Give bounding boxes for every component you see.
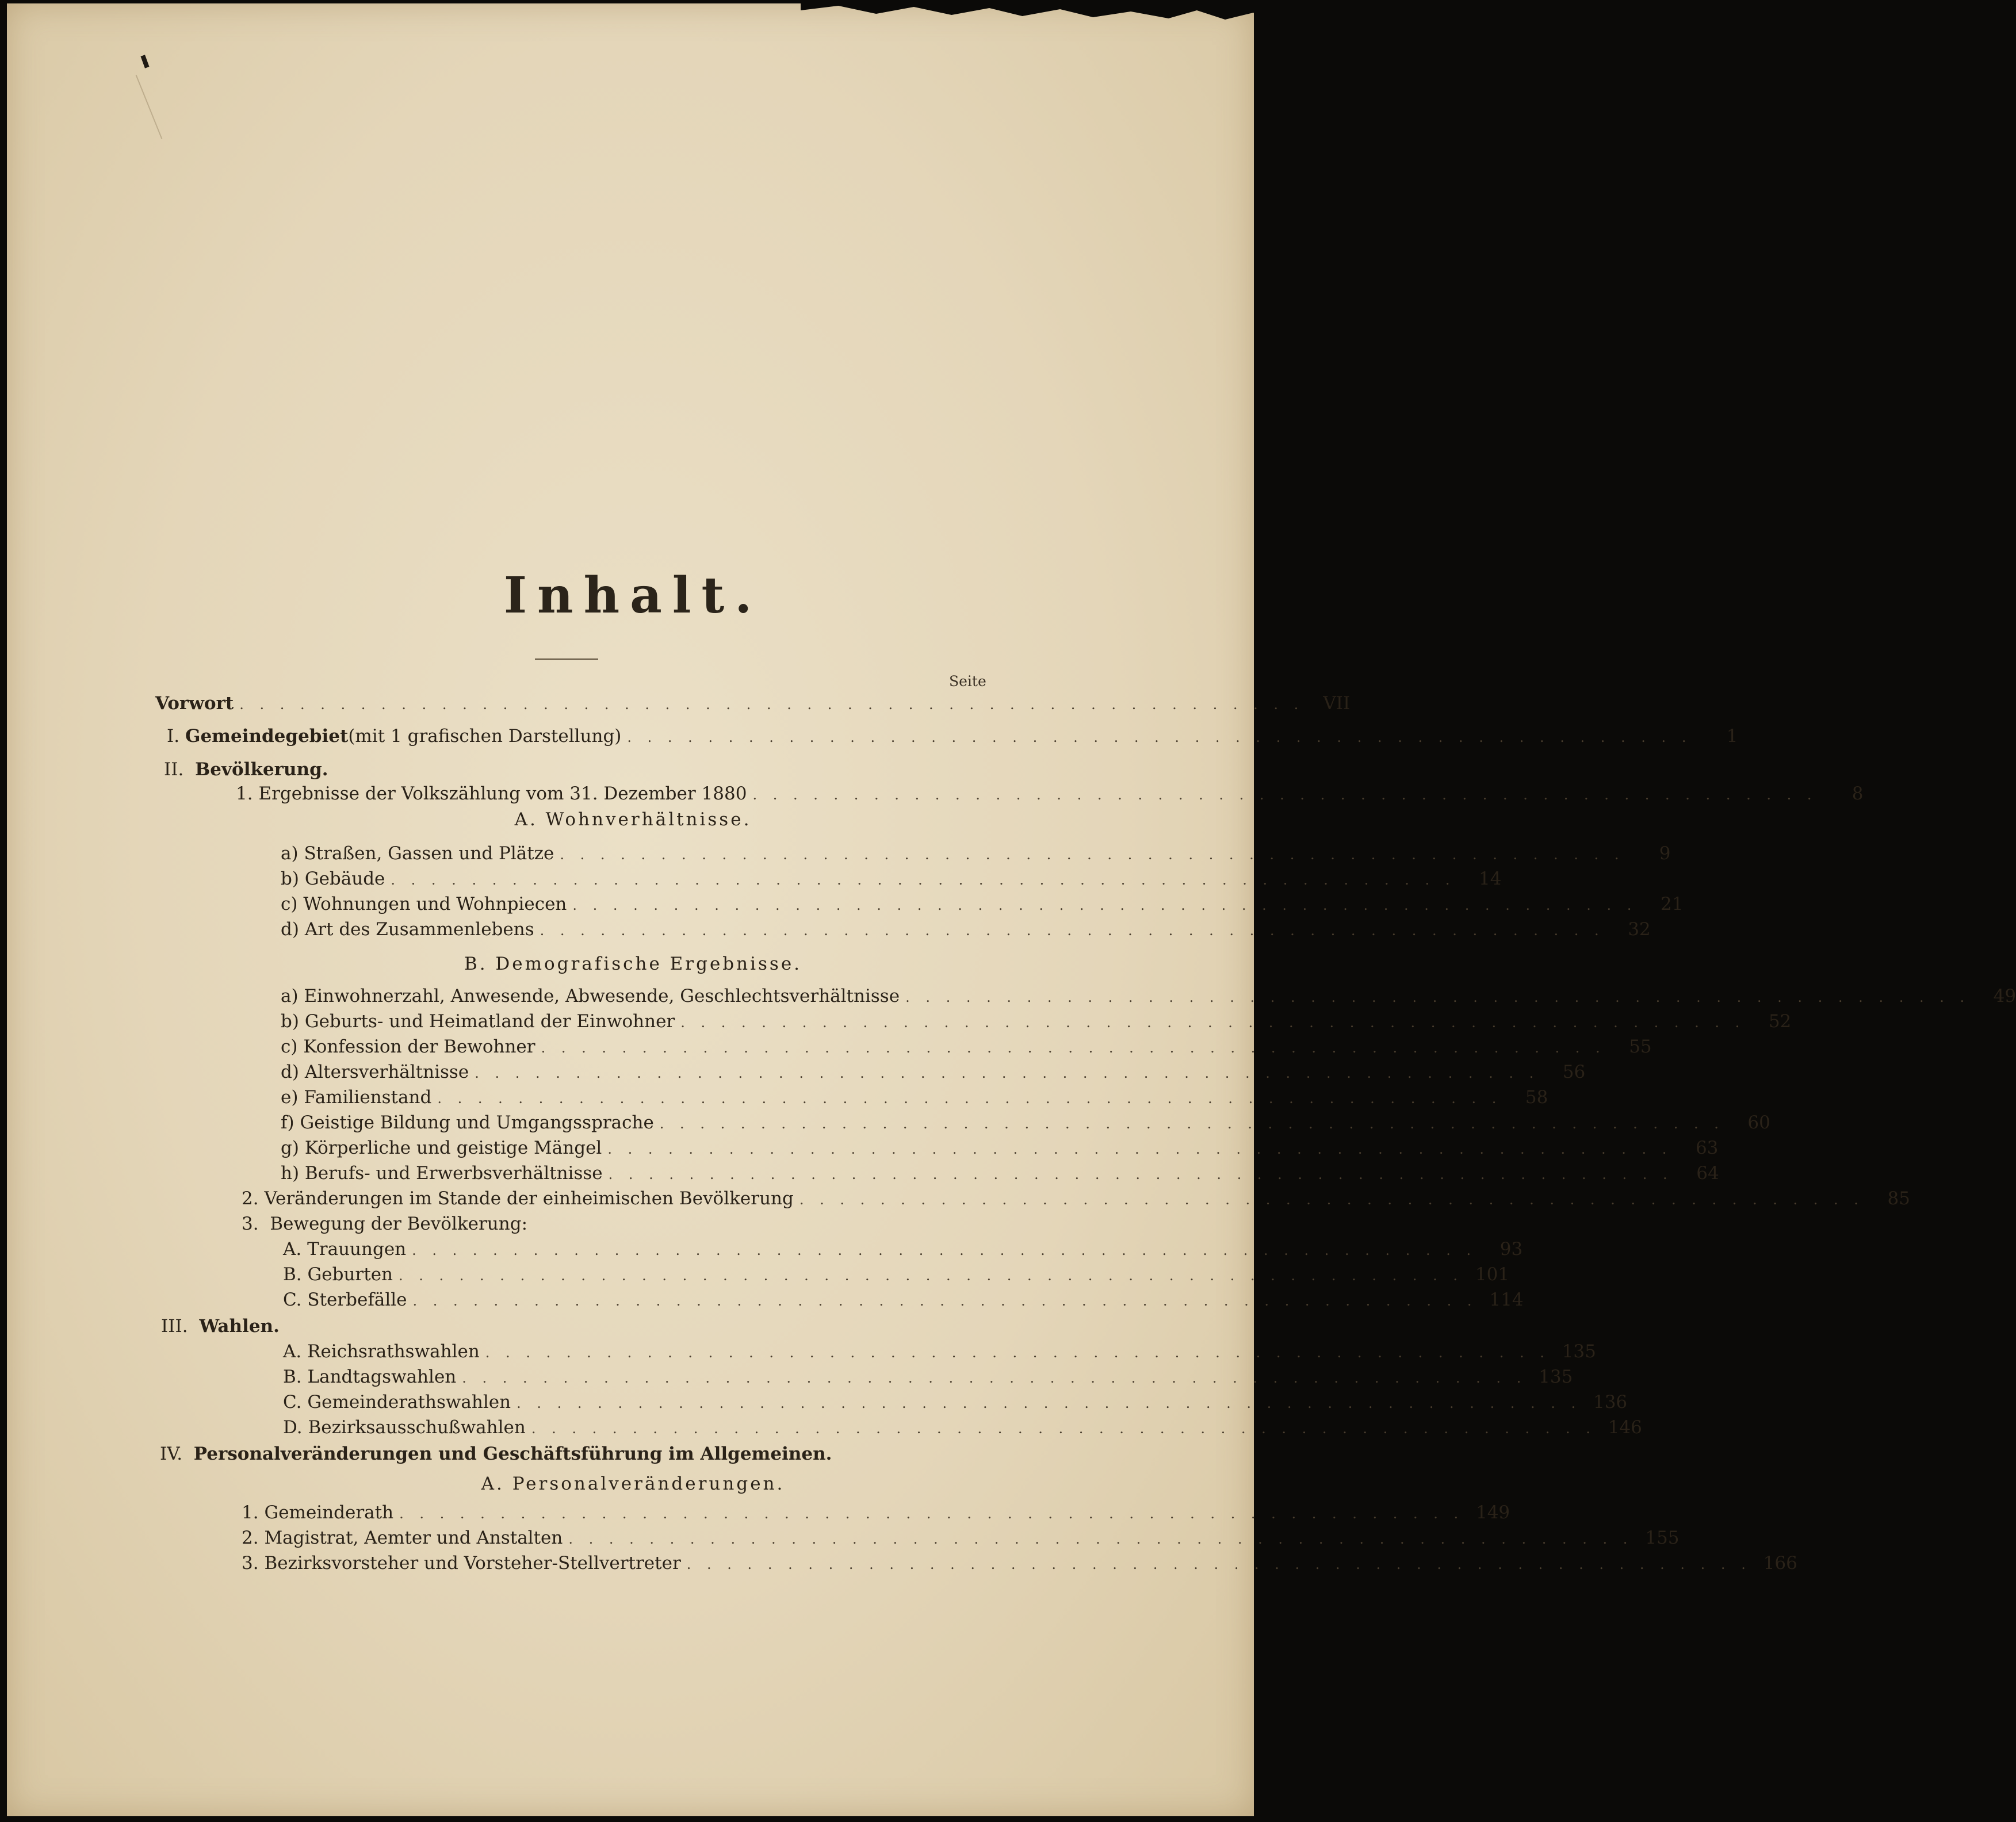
toc-number: A. <box>283 1239 302 1260</box>
toc-section-personalveraenderungen <box>160 1442 832 1465</box>
toc-label: Veränderungen im Stande der einheimischen Bevölkerung <box>264 1188 794 1209</box>
toc-page: 8 <box>1851 783 1864 804</box>
toc-label: Geburten <box>307 1264 393 1285</box>
toc-page: VII <box>1323 693 1351 714</box>
toc-number: II. <box>164 759 184 780</box>
dot-leader: . . . . . . . . . . . . . . . . . . . . . . . . . . . . . . . . . . . . . . . . . . . . . . . . . . . . . <box>540 923 1605 939</box>
toc-entry-magistrat <box>242 1526 1680 1551</box>
toc-label: Bezirksvorsteher und Vorsteher-Stellvertreter <box>264 1553 681 1574</box>
toc-number: I. <box>167 726 180 747</box>
toc-page: 135 <box>1539 1366 1573 1387</box>
toc-page: 149 <box>1475 1502 1510 1523</box>
toc-number: C. <box>283 1392 302 1413</box>
dot-leader: . . . . . . . . . . . . . . . . . . . . . . . . . . . . . . . . . . . . . . . . . . . . . . . . . . . . . <box>799 1192 1864 1208</box>
toc-label: Geistige Bildung und Umgangssprache <box>300 1112 654 1133</box>
toc-page: 55 <box>1629 1036 1652 1057</box>
toc-label: Wohnungen und Wohnpiecen <box>303 894 567 914</box>
toc-section-bevoelkerung <box>164 758 328 781</box>
toc-label: Altersverhältnisse <box>304 1062 469 1082</box>
toc-label: Familienstand <box>304 1087 432 1108</box>
toc-number: 1. <box>242 1502 259 1523</box>
toc-page: 85 <box>1887 1188 1910 1209</box>
toc-number: b) <box>281 1011 299 1032</box>
dot-leader: . . . . . . . . . . . . . . . . . . . . . . . . . . . . . . . . . . . . . . . . . . . . . . . . . . . . . <box>572 897 1638 913</box>
toc-page: 135 <box>1562 1341 1596 1362</box>
toc-label: Vorwort <box>155 693 234 714</box>
toc-label: Bezirksausschußwahlen <box>308 1417 526 1438</box>
toc-label: Einwohnerzahl, Anwesende, Abwesende, Geschlechtsverhältnisse <box>304 986 900 1006</box>
toc-number: f) <box>281 1112 294 1133</box>
toc-number: IV. <box>160 1444 183 1464</box>
toc-page: 63 <box>1695 1138 1719 1158</box>
paper-crease <box>136 75 163 139</box>
toc-entry-volkszaehlung <box>236 782 1864 806</box>
toc-page: 93 <box>1499 1239 1523 1260</box>
toc-label: Gemeindegebiet <box>185 726 349 747</box>
dot-leader: . . . . . . . . . . . . . . . . . . . . . . . . . . . . . . . . . . . . . . . . . . . . . . . . . . . . . <box>485 1345 1550 1361</box>
toc-entry-gebaeude <box>281 867 1502 891</box>
page-title: Inhalt. <box>503 566 763 625</box>
toc-number: B. <box>283 1366 302 1387</box>
toc-number: b) <box>281 868 299 889</box>
toc-number: a) <box>281 843 299 864</box>
toc-label: Gemeinderathswahlen <box>307 1392 511 1413</box>
toc-number: 2. <box>242 1188 259 1209</box>
toc-entry-bewegung <box>242 1212 527 1235</box>
dot-leader: . . . . . . . . . . . . . . . . . . . . . . . . . . . . . . . . . . . . . . . . . . . . . . . . . . . . . <box>391 872 1456 888</box>
toc-number: c) <box>281 894 298 914</box>
toc-number: a) <box>281 986 299 1006</box>
toc-page: 101 <box>1475 1264 1510 1285</box>
toc-subheading-personalveraenderungen: A. Personalveränderungen. <box>481 1473 785 1494</box>
dot-leader: . . . . . . . . . . . . . . . . . . . . . . . . . . . . . . . . . . . . . . . . . . . . . . . . . . . . . <box>541 1040 1606 1056</box>
toc-entry-konfession <box>281 1035 1652 1059</box>
seite-column-label: Seite <box>949 673 986 690</box>
toc-entry-reichsrathswahlen <box>283 1340 1596 1364</box>
dot-leader: . . . . . . . . . . . . . . . . . . . . . . . . . . . . . . . . . . . . . . . . . . . . . . . . . . . . . <box>399 1506 1464 1522</box>
toc-entry-bezirksvorsteher <box>242 1552 1797 1576</box>
dot-leader: . . . . . . . . . . . . . . . . . . . . . . . . . . . . . . . . . . . . . . . . . . . . . . . . . . . . . <box>531 1421 1596 1437</box>
toc-number: e) <box>281 1087 299 1108</box>
toc-entry-familienstand <box>281 1086 1548 1110</box>
dot-leader: . . . . . . . . . . . . . . . . . . . . . . . . . . . . . . . . . . . . . . . . . . . . . . . . . . . . . <box>560 847 1625 863</box>
dot-leader: . . . . . . . . . . . . . . . . . . . . . . . . . . . . . . . . . . . . . . . . . . . . . . . . . . . . . <box>437 1090 1502 1107</box>
toc-label: Magistrat, Aemter und Anstalten <box>264 1528 563 1548</box>
toc-page: 1 <box>1726 726 1738 747</box>
toc-entry-landtagswahlen <box>283 1365 1573 1390</box>
toc-page: 155 <box>1645 1528 1680 1548</box>
toc-number: d) <box>281 919 299 940</box>
toc-entry-einwohnerzahl <box>281 985 2016 1009</box>
toc-page: 14 <box>1479 868 1502 889</box>
dot-leader: . . . . . . . . . . . . . . . . . . . . . . . . . . . . . . . . . . . . . . . . . . . . . . . . . . . . . <box>680 1015 1746 1031</box>
toc-label: Bewegung der Bevölkerung: <box>270 1214 528 1234</box>
dot-leader: . . . . . . . . . . . . . . . . . . . . . . . . . . . . . . . . . . . . . . . . . . . . . . . . . . . . . <box>627 729 1692 745</box>
dot-leader: . . . . . . . . . . . . . . . . . . . . . . . . . . . . . . . . . . . . . . . . . . . . . . . . . . . . . <box>659 1116 1724 1132</box>
toc-label: Landtagswahlen <box>307 1366 457 1387</box>
toc-label: Geburts- und Heimatland der Einwohner <box>304 1011 675 1032</box>
dot-leader: . . . . . . . . . . . . . . . . . . . . . . . . . . . . . . . . . . . . . . . . . . . . . . . . . . . . . <box>412 1293 1478 1309</box>
toc-label-suffix: (mit 1 grafischen Darstellung) <box>348 726 622 747</box>
toc-label: Art des Zusammenlebens <box>304 919 534 940</box>
toc-entry-bezirksausschusswahlen <box>283 1416 1642 1440</box>
toc-entry-berufsverhaeltnisse <box>281 1162 1719 1186</box>
toc-entry-maengel <box>281 1136 1719 1161</box>
dot-leader: . . . . . . . . . . . . . . . . . . . . . . . . . . . . . . . . . . . . . . . . . . . . . . . . . . . . . <box>608 1166 1673 1182</box>
toc-entry-wohnungen <box>281 893 1684 917</box>
toc-number: c) <box>281 1036 298 1057</box>
toc-number: III. <box>161 1316 188 1337</box>
toc-label: Wahlen. <box>199 1316 280 1337</box>
dot-leader: . . . . . . . . . . . . . . . . . . . . . . . . . . . . . . . . . . . . . . . . . . . . . . . . . . . . . <box>607 1141 1673 1157</box>
toc-entry-strassen <box>281 842 1671 866</box>
toc-page: 114 <box>1489 1289 1524 1310</box>
toc-entry-altersverhaeltnisse <box>281 1061 1586 1085</box>
toc-number: 3. <box>242 1214 259 1234</box>
dot-leader: . . . . . . . . . . . . . . . . . . . . . . . . . . . . . . . . . . . . . . . . . . . . . . . . . . . . . <box>686 1556 1751 1572</box>
toc-number: B. <box>283 1264 302 1285</box>
toc-label: Ergebnisse der Volkszählung vom 31. Dezember 1880 <box>258 783 747 804</box>
toc-number: 3. <box>242 1553 259 1574</box>
toc-entry-gemeindegebiet <box>167 725 1738 749</box>
toc-page: 56 <box>1562 1062 1586 1082</box>
dot-leader: . . . . . . . . . . . . . . . . . . . . . . . . . . . . . . . . . . . . . . . . . . . . . . . . . . . . . <box>475 1065 1540 1081</box>
toc-number: 2. <box>242 1528 259 1548</box>
dot-leader: . . . . . . . . . . . . . . . . . . . . . . . . . . . . . . . . . . . . . . . . . . . . . . . . . . . . . <box>239 696 1305 713</box>
toc-page: 9 <box>1659 843 1671 864</box>
toc-number: D. <box>283 1417 303 1438</box>
toc-label: Körperliche und geistige Mängel <box>304 1138 602 1158</box>
toc-entry-geburtsland <box>281 1010 1792 1034</box>
dot-leader: . . . . . . . . . . . . . . . . . . . . . . . . . . . . . . . . . . . . . . . . . . . . . . . . . . . . . <box>462 1370 1527 1386</box>
toc-page: 52 <box>1768 1011 1792 1032</box>
toc-number: C. <box>283 1289 302 1310</box>
dot-leader: . . . . . . . . . . . . . . . . . . . . . . . . . . . . . . . . . . . . . . . . . . . . . . . . . . . . . <box>568 1531 1634 1547</box>
toc-page: 32 <box>1628 919 1651 940</box>
toc-subheading-demografische: B. Demografische Ergebnisse. <box>464 954 802 974</box>
toc-label: Straßen, Gassen und Plätze <box>304 843 554 864</box>
toc-label: Konfession der Bewohner <box>303 1036 535 1057</box>
toc-page: 60 <box>1747 1112 1770 1133</box>
toc-entry-geburten <box>283 1263 1510 1287</box>
toc-entry-trauungen <box>283 1238 1523 1262</box>
toc-number: d) <box>281 1062 299 1082</box>
title-rule <box>535 659 598 660</box>
toc-label: Berufs- und Erwerbsverhältnisse <box>304 1163 603 1184</box>
toc-page: 136 <box>1593 1392 1628 1413</box>
toc-label: Sterbefälle <box>307 1289 407 1310</box>
toc-entry-veraenderungen <box>242 1187 1910 1211</box>
toc-entry-zusammenleben <box>281 918 1651 942</box>
toc-page: 146 <box>1608 1417 1642 1438</box>
dot-leader: . . . . . . . . . . . . . . . . . . . . . . . . . . . . . . . . . . . . . . . . . . . . . . . . . . . . . <box>752 787 1818 803</box>
toc-page: 166 <box>1763 1553 1797 1574</box>
toc-label: Reichsrathswahlen <box>307 1341 480 1362</box>
toc-entry-gemeinderathswahlen <box>283 1391 1628 1415</box>
toc-entry-vorwort <box>155 692 1351 716</box>
toc-number: A. <box>283 1341 302 1362</box>
toc-label: Trauungen <box>307 1239 407 1260</box>
torn-edge <box>801 3 1272 26</box>
toc-entry-gemeinderath <box>242 1501 1510 1525</box>
toc-entry-bildung <box>281 1111 1770 1135</box>
toc-page: 21 <box>1660 894 1684 914</box>
toc-number: g) <box>281 1138 299 1158</box>
toc-label: Gemeinderath <box>264 1502 394 1523</box>
dot-leader: . . . . . . . . . . . . . . . . . . . . . . . . . . . . . . . . . . . . . . . . . . . . . . . . . . . . . <box>517 1395 1582 1411</box>
toc-label: Personalveränderungen und Geschäftsführung im Allgemeinen. <box>193 1444 832 1464</box>
dot-leader: . . . . . . . . . . . . . . . . . . . . . . . . . . . . . . . . . . . . . . . . . . . . . . . . . . . . . <box>399 1268 1464 1284</box>
toc-page: 64 <box>1696 1163 1719 1184</box>
toc-label: Bevölkerung. <box>195 759 328 780</box>
toc-subheading-wohnverhaeltnisse: A. Wohnverhältnisse. <box>514 809 752 830</box>
ink-mark <box>140 55 149 68</box>
toc-section-wahlen <box>161 1315 280 1338</box>
toc-number: 1. <box>236 783 253 804</box>
toc-label: Gebäude <box>304 868 385 889</box>
toc-entry-sterbefaelle <box>283 1288 1524 1312</box>
toc-page: 58 <box>1525 1087 1548 1108</box>
toc-page: 49 <box>1993 986 2016 1006</box>
toc-number: h) <box>281 1163 300 1184</box>
dot-leader: . . . . . . . . . . . . . . . . . . . . . . . . . . . . . . . . . . . . . . . . . . . . . . . . . . . . . <box>905 989 1971 1005</box>
dot-leader: . . . . . . . . . . . . . . . . . . . . . . . . . . . . . . . . . . . . . . . . . . . . . . . . . . . . . <box>412 1242 1477 1258</box>
